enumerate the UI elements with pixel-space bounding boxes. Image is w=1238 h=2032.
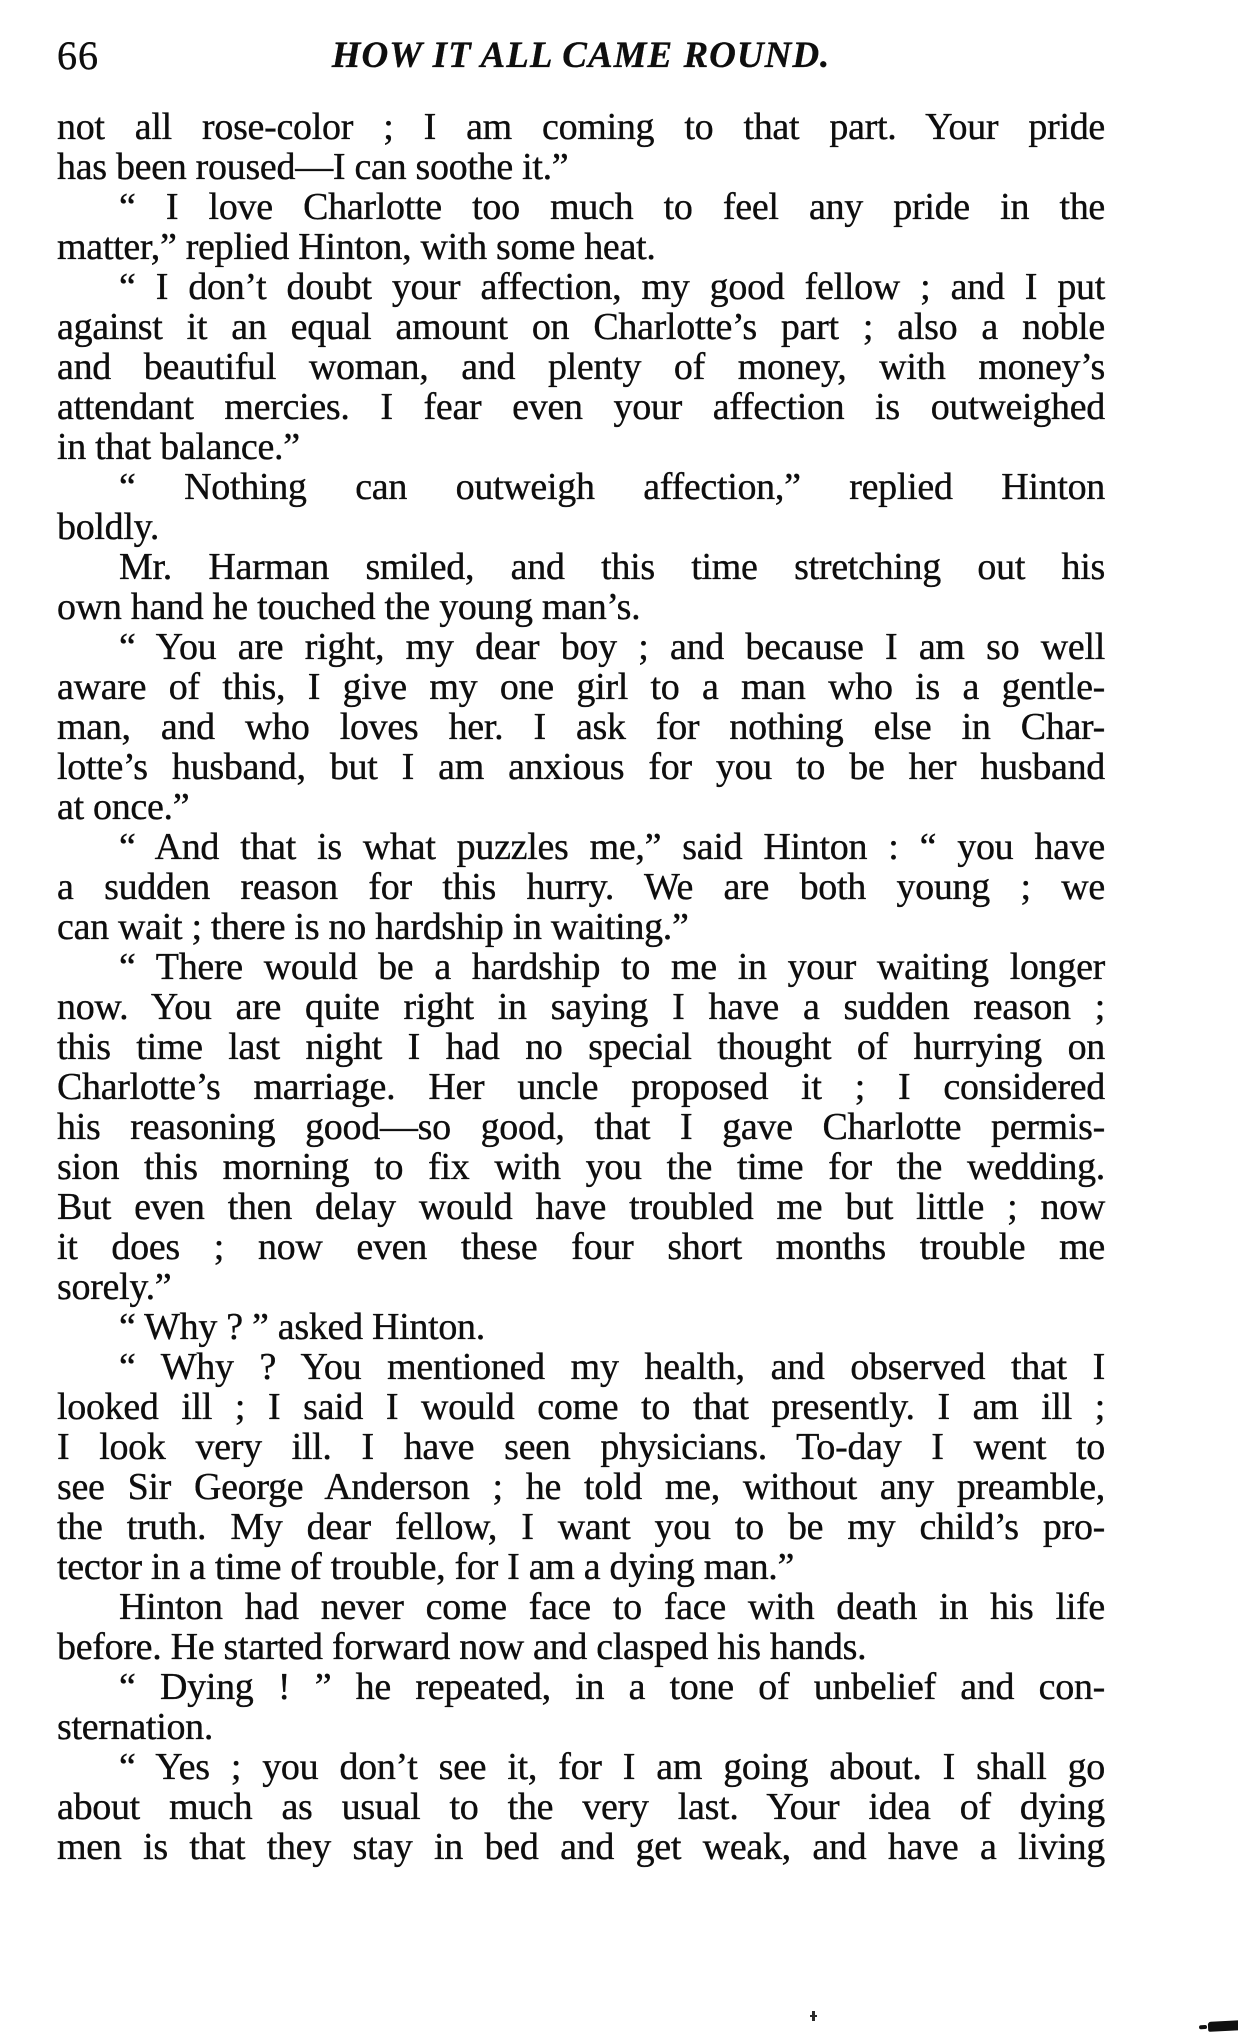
ink-smudge-bottom-right bbox=[1208, 2020, 1238, 2032]
text-line: see Sir George Anderson ; he told me, without any preamble, bbox=[57, 1466, 1105, 1508]
text-line: “ Why ? ” asked Hinton. bbox=[119, 1306, 485, 1348]
text-line: and beautiful woman, and plenty of money, with money’s bbox=[57, 346, 1105, 388]
text-line: “ You are right, my dear boy ; and because I am so well bbox=[119, 626, 1105, 668]
ink-speck bbox=[812, 2011, 815, 2021]
text-line: “ Dying ! ” he repeated, in a tone of unbelief and con- bbox=[119, 1666, 1105, 1708]
text-line: matter,” replied Hinton, with some heat. bbox=[57, 226, 656, 268]
text-line: But even then delay would have troubled me but little ; now bbox=[57, 1186, 1105, 1228]
text-line: against it an equal amount on Charlotte’s part ; also a noble bbox=[57, 306, 1105, 348]
text-line: men is that they stay in bed and get weak, and have a living bbox=[57, 1826, 1105, 1868]
text-line: now. You are quite right in saying I have a sudden reason ; bbox=[57, 986, 1105, 1028]
body-text bbox=[57, 107, 1105, 1867]
text-line: a sudden reason for this hurry. We are both young ; we bbox=[57, 866, 1105, 908]
page-number: 66 bbox=[57, 33, 99, 78]
text-line: before. He started forward now and clasped his hands. bbox=[57, 1626, 867, 1668]
text-line: Charlotte’s marriage. Her uncle proposed it ; I considered bbox=[57, 1066, 1105, 1108]
text-line: I look very ill. I have seen physicians. To-day I went to bbox=[57, 1426, 1105, 1468]
text-line: looked ill ; I said I would come to that presently. I am ill ; bbox=[57, 1386, 1105, 1428]
text-line: aware of this, I give my one girl to a man who is a gentle- bbox=[57, 666, 1105, 708]
text-line: “ There would be a hardship to me in your waiting longer bbox=[119, 946, 1105, 988]
text-line: “ And that is what puzzles me,” said Hinton : “ you have bbox=[119, 826, 1105, 868]
text-line: “ Yes ; you don’t see it, for I am going about. I shall go bbox=[119, 1746, 1105, 1788]
text-line: it does ; now even these four short months trouble me bbox=[57, 1226, 1105, 1268]
text-line: the truth. My dear fellow, I want you to be my child’s pro- bbox=[57, 1506, 1105, 1548]
text-line: Mr. Harman smiled, and this time stretching out his bbox=[119, 546, 1105, 588]
text-line: not all rose-color ; I am coming to that part. Your pride bbox=[57, 106, 1105, 148]
text-line: “ Why ? You mentioned my health, and observed that I bbox=[119, 1346, 1105, 1388]
text-line: his reasoning good—so good, that I gave Charlotte permis- bbox=[57, 1106, 1105, 1148]
page-header bbox=[57, 34, 1105, 78]
text-line: can wait ; there is no hardship in waiting.” bbox=[57, 906, 689, 948]
text-line: sternation. bbox=[57, 1706, 214, 1748]
text-line: at once.” bbox=[57, 786, 190, 828]
text-line: this time last night I had no special thought of hurrying on bbox=[57, 1026, 1105, 1068]
text-line: “ Nothing can outweigh affection,” replied Hinton bbox=[119, 466, 1105, 508]
text-line: attendant mercies. I fear even your affection is outweighed bbox=[57, 386, 1105, 428]
text-line: in that balance.” bbox=[57, 426, 300, 468]
text-line: tector in a time of trouble, for I am a dying man.” bbox=[57, 1546, 795, 1588]
running-title: HOW IT ALL CAME ROUND. bbox=[331, 35, 831, 76]
text-line: sion this morning to fix with you the time for the wedding. bbox=[57, 1146, 1105, 1188]
text-line: boldly. bbox=[57, 506, 160, 548]
text-line: “ I don’t doubt your affection, my good fellow ; and I put bbox=[119, 266, 1105, 308]
text-line: own hand he touched the young man’s. bbox=[57, 586, 641, 628]
text-line: man, and who loves her. I ask for nothing else in Char- bbox=[57, 706, 1105, 748]
text-line: sorely.” bbox=[57, 1266, 172, 1308]
text-line: about much as usual to the very last. Your idea of dying bbox=[57, 1786, 1105, 1828]
text-line: Hinton had never come face to face with death in his life bbox=[119, 1586, 1105, 1628]
text-line: lotte’s husband, but I am anxious for you to be her husband bbox=[57, 746, 1105, 788]
text-line: “ I love Charlotte too much to feel any pride in the bbox=[119, 186, 1105, 228]
text-line: has been roused—I can soothe it.” bbox=[57, 146, 569, 188]
